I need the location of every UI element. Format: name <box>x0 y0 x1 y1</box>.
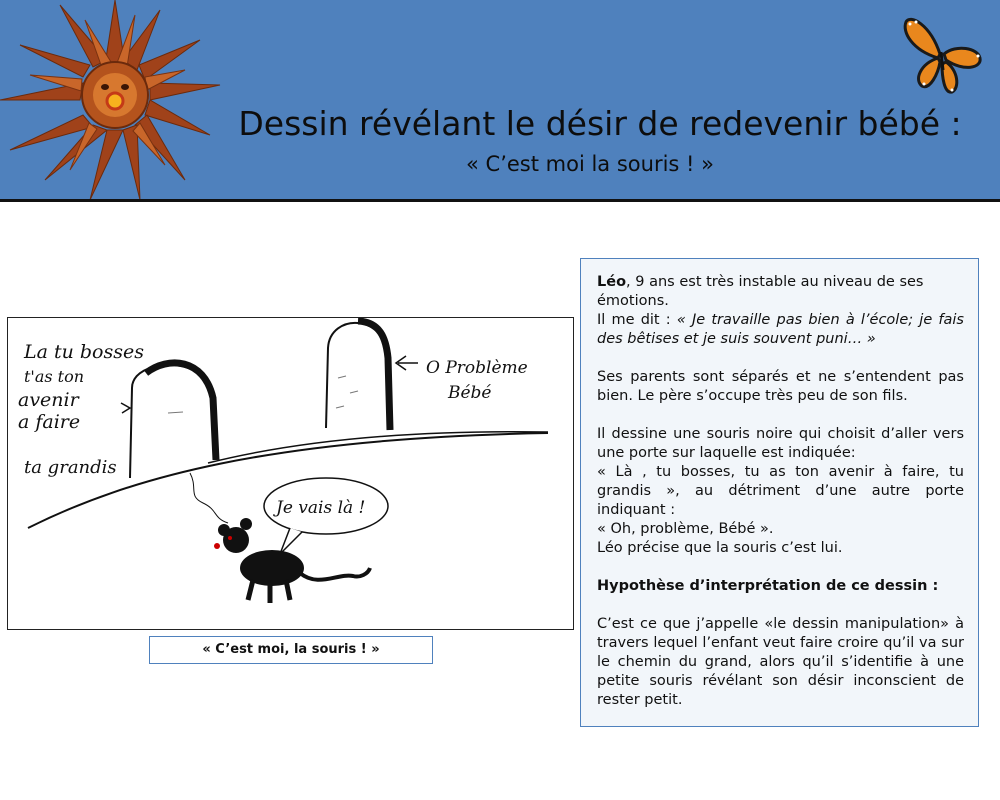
child-name: Léo <box>597 274 627 290</box>
left-door-text-2: t'as ton <box>24 367 85 386</box>
drawing-illustration <box>8 318 573 629</box>
page-title: Dessin révélant le désir de redevenir bébé : <box>238 104 962 143</box>
speech-bubble-text: Je vais là ! <box>276 498 366 518</box>
right-door-text-1: O Problème <box>426 358 528 378</box>
right-arrow <box>396 356 418 370</box>
drawing-caption: « C’est moi, la souris ! » <box>149 636 433 664</box>
butterfly-icon <box>900 14 986 96</box>
mouse-path-line <box>190 473 228 523</box>
parents-paragraph: Ses parents sont séparés et ne s’entendent pas bien. Le père s’occupe très peu de son fils. <box>597 369 964 404</box>
description-panel <box>580 258 979 727</box>
intro-paragraph <box>597 273 964 311</box>
left-door-text-3: avenir <box>18 389 79 411</box>
child-drawing <box>7 317 574 630</box>
door-quote-2: « Oh, problème, Bébé ». <box>597 521 774 537</box>
child-quote: « Je travaille pas bien à l’école; je fais des bêtises et je suis souvent puni… » <box>597 312 964 347</box>
intro-text: , 9 ans est très instable au niveau de ses émotions. <box>597 274 924 309</box>
quote-paragraph <box>597 311 964 349</box>
sun-face-icon <box>0 0 230 200</box>
left-arrow <box>121 403 130 413</box>
left-door-text-1: La tu bosses <box>24 341 144 363</box>
ground-line-back <box>208 432 548 463</box>
drawing-description: Il dessine une souris noire qui choisit d’aller vers une porte sur laquelle est indiquée: <box>597 426 964 461</box>
leo-statement: Léo précise que la souris c’est lui. <box>597 540 843 556</box>
speech-bubble-tail <box>280 528 302 554</box>
left-door-text-5: ta grandis <box>24 457 117 478</box>
right-door-text-2: Bébé <box>448 383 492 403</box>
header-banner <box>0 0 1000 200</box>
header-divider <box>0 199 1000 202</box>
hypothesis-title <box>597 577 964 596</box>
left-door-text-4: a faire <box>18 411 81 433</box>
page-subtitle: « C’est moi la souris ! » <box>466 152 714 176</box>
left-door-shadow <box>146 363 216 460</box>
hypothesis-title-text: Hypothèse d’interprétation de ce dessin : <box>597 578 939 594</box>
door-texture <box>168 376 358 413</box>
hypothesis-text: C’est ce que j’appelle «le dessin manipulation» à travers lequel l’enfant veut faire croire qu’il va sur le chemin du grand, alors qu’il s’identifie à une petite souris révélant son désir inconscient de rester petit. <box>597 616 964 708</box>
quote-lead: Il me dit : <box>597 312 677 328</box>
right-door-shadow <box>358 321 390 430</box>
door-quote-1: « Là , tu bosses, tu as ton avenir à faire, tu grandis », au détriment d’une autre porte indiquant : <box>597 464 964 518</box>
